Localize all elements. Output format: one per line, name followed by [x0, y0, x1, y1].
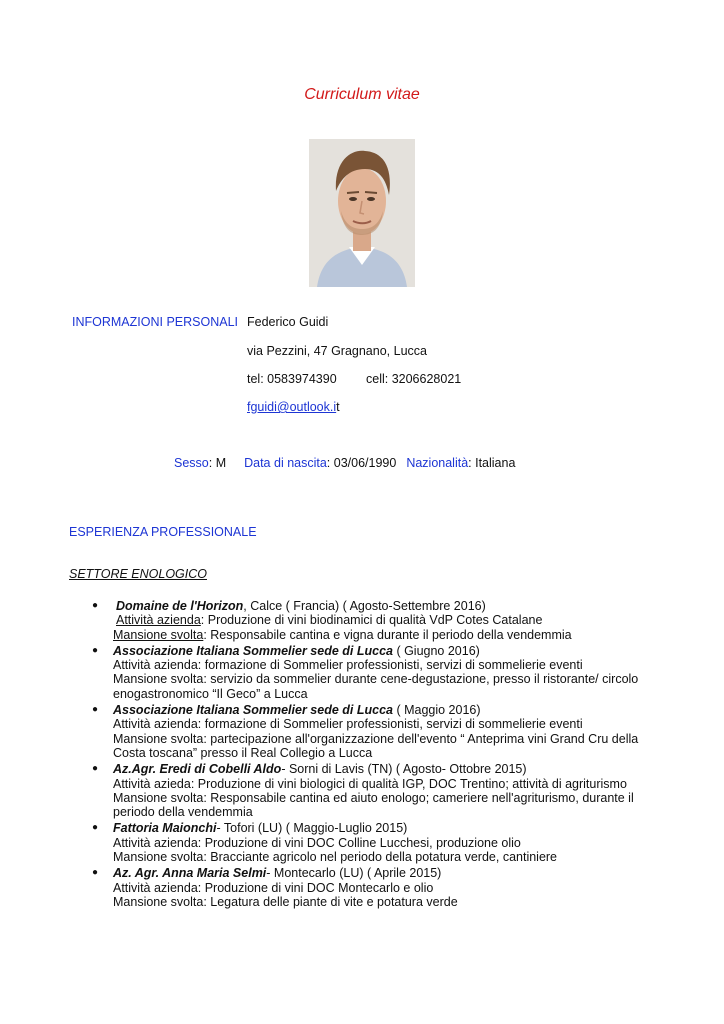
bullet-icon: ●: [92, 704, 99, 716]
job-detail: - Tofori (LU) ( Maggio-Luglio 2015): [216, 821, 408, 836]
profile-photo: [309, 139, 415, 287]
dob-value: : 03/06/1990: [326, 456, 397, 470]
sex-label: Sesso: [174, 456, 209, 470]
company-name: Domaine de l'Horizon: [116, 599, 244, 613]
job-activity: Attività azienda: Produzione di vini DOC Colline Lucchesi, produzione olio: [113, 835, 521, 850]
bullet-icon: ●: [92, 822, 99, 834]
personal-meta-row: [174, 456, 515, 470]
activity-label: Attività azienda: [116, 613, 201, 628]
activity-text: : Produzione di vini biodinamici di qualità VdP Cotes Catalane: [200, 613, 543, 628]
mobile: cell: 3206628021: [366, 372, 462, 386]
job-activity: Attività azienda: formazione di Sommelier professionisti, servizi di sommelierie eventi: [113, 658, 583, 673]
company-name: Fattoria Maionchi: [113, 821, 217, 836]
dob-label: Data di nascita: [244, 456, 327, 470]
list-item: [92, 821, 652, 864]
bullet-icon: ●: [92, 600, 99, 611]
nationality-value: : Italiana: [468, 456, 516, 470]
email-link[interactable]: fguidi@outlook.i: [247, 400, 337, 414]
job-heading: [113, 599, 652, 613]
bullet-icon: ●: [92, 867, 99, 879]
job-activity: [113, 613, 652, 627]
list-item: [92, 866, 652, 909]
job-heading: [113, 866, 652, 880]
phone: tel: 0583974390: [247, 372, 337, 386]
address: via Pezzini, 47 Gragnano, Lucca: [247, 344, 427, 358]
company-name: Associazione Italiana Sommelier sede di Lucca: [113, 643, 393, 658]
list-item: [92, 644, 652, 701]
job-list: [92, 599, 652, 911]
job-detail: ( Maggio 2016): [392, 703, 481, 718]
list-item: [92, 599, 652, 642]
job-heading: [113, 821, 652, 835]
email: [247, 400, 340, 414]
job-activity: Attività azienda: formazione di Sommelier professionisti, servizi di sommelierie eventi: [113, 717, 583, 732]
job-detail: - Montecarlo (LU) ( Aprile 2015): [266, 866, 442, 881]
cv-title: Curriculum vitae: [304, 86, 420, 103]
job-activity: Attività azienda: Produzione di vini DOC Montecarlo e olio: [113, 880, 434, 895]
personal-info-heading: INFORMAZIONI PERSONALI: [72, 315, 238, 329]
sector-heading: SETTORE ENOLOGICO: [69, 567, 207, 581]
experience-heading: ESPERIENZA PROFESSIONALE: [69, 525, 257, 539]
job-role: [113, 628, 652, 642]
role-text: : Responsabile cantina e vigna durante il periodo della vendemmia: [203, 627, 572, 642]
job-role: Mansione svolta: Legatura delle piante di vite e potatura verde: [113, 894, 458, 909]
email-tail: t: [336, 400, 340, 414]
job-role: Mansione svolta: Bracciante agricolo nel periodo della potatura verde, cantiniere: [113, 850, 558, 865]
role-label: Mansione svolta: [113, 627, 204, 642]
job-heading: [113, 703, 652, 717]
list-item: [92, 762, 652, 819]
job-detail: ( Giugno 2016): [392, 643, 480, 658]
job-role: Mansione svolta: Responsabile cantina ed aiuto enologo; cameriere nell'agriturismo, durante il periodo della vendemmia: [113, 790, 634, 820]
job-heading: [113, 644, 652, 658]
job-role: Mansione svolta: servizio da sommelier durante cene-degustazione, presso il ristorante/ circolo enogastronomico “Il Geco” a Lucca: [113, 672, 639, 701]
job-detail: , Calce ( Francia) ( Agosto-Settembre 2016): [243, 599, 486, 613]
company-name: Associazione Italiana Sommelier sede di Lucca: [113, 703, 393, 718]
job-heading: [113, 762, 652, 776]
company-name: Az.Agr. Eredi di Cobelli Aldo: [113, 762, 282, 777]
full-name: Federico Guidi: [247, 315, 329, 329]
bullet-icon: ●: [92, 644, 99, 656]
bullet-icon: ●: [92, 763, 99, 775]
sex-value: : M: [208, 456, 227, 470]
nationality-label: Nazionalità: [406, 456, 469, 470]
company-name: Az. Agr. Anna Maria Selmi: [113, 866, 267, 881]
list-item: [92, 703, 652, 760]
job-detail: - Sorni di Lavis (TN) ( Agosto- Ottobre 2015): [281, 762, 527, 777]
job-role: Mansione svolta: partecipazione all'organizzazione dell'evento “ Anteprima vini Grand Cru della Costa toscana” presso il Real Collegio a Lucca: [113, 731, 639, 760]
job-activity: Attività azieda: Produzione di vini biologici di qualità IGP, DOC Trentino; attività di agriturismo: [113, 776, 627, 791]
portrait-illustration: [309, 139, 415, 287]
